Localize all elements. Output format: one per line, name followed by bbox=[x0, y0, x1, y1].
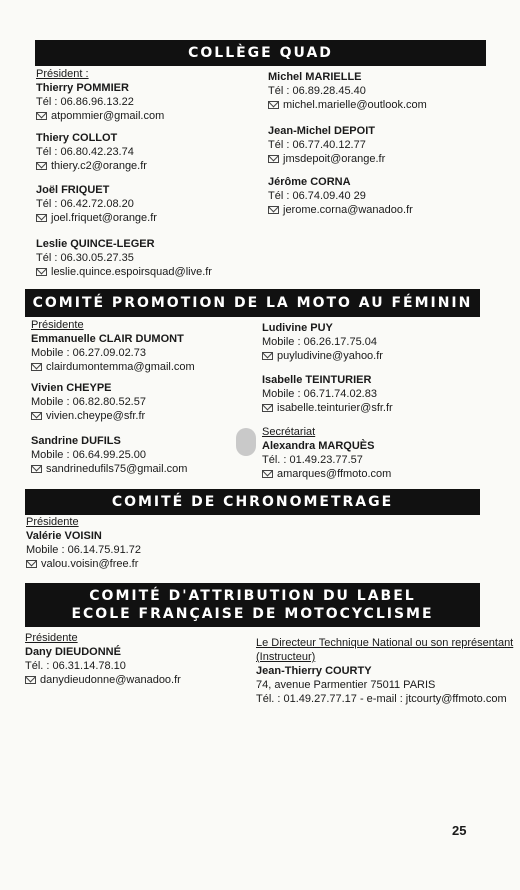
contact-email[interactable]: jmsdepoit@orange.fr bbox=[283, 153, 386, 165]
role-label: Présidente bbox=[26, 516, 79, 528]
contact-name: Dany DIEUDONNÉ bbox=[25, 646, 121, 658]
contact-email[interactable]: amarques@ffmoto.com bbox=[277, 468, 392, 480]
section-title-feminin: COMITÉ PROMOTION DE LA MOTO AU FÉMININ bbox=[25, 289, 480, 317]
contact-name: Leslie QUINCE-LEGER bbox=[36, 238, 155, 250]
contact-dieudonne bbox=[25, 631, 181, 687]
section-title-college-quad: COLLÈGE QUAD bbox=[35, 40, 486, 66]
contact-email[interactable]: atpommier@gmail.com bbox=[51, 110, 165, 122]
contact-phone: Mobile : 06.14.75.91.72 bbox=[26, 544, 141, 556]
envelope-icon bbox=[262, 470, 273, 478]
envelope-icon bbox=[268, 101, 279, 109]
contact-email-row bbox=[262, 401, 393, 415]
contact-phone: Tél : 06.30.05.27.35 bbox=[36, 252, 134, 264]
contact-name: Alexandra MARQUÈS bbox=[262, 440, 375, 452]
contact-friquet bbox=[36, 183, 157, 225]
contact-collot bbox=[36, 131, 147, 173]
contact-name: Joël FRIQUET bbox=[36, 184, 110, 196]
contact-phone: Tél. : 06.31.14.78.10 bbox=[25, 660, 126, 672]
envelope-icon bbox=[268, 155, 279, 163]
contact-email-row bbox=[268, 98, 427, 112]
contact-quince-leger bbox=[36, 237, 212, 279]
contact-email[interactable]: sandrinedufils75@gmail.com bbox=[46, 463, 188, 475]
section-title-label bbox=[25, 583, 480, 627]
contact-email[interactable]: valou.voisin@free.fr bbox=[41, 558, 139, 570]
role-label: Présidente bbox=[31, 319, 84, 331]
contact-email-row bbox=[262, 349, 383, 363]
contact-email[interactable]: vivien.cheype@sfr.fr bbox=[46, 410, 146, 422]
contact-email[interactable]: isabelle.teinturier@sfr.fr bbox=[277, 402, 393, 414]
contact-email[interactable]: thiery.c2@orange.fr bbox=[51, 160, 147, 172]
contact-name: Isabelle TEINTURIER bbox=[262, 374, 372, 386]
contact-name: Sandrine DUFILS bbox=[31, 435, 121, 447]
contact-email[interactable]: puyludivine@yahoo.fr bbox=[277, 350, 383, 362]
contact-phone: Mobile : 06.82.80.52.57 bbox=[31, 396, 146, 408]
contact-email-row bbox=[31, 409, 146, 423]
contact-depoit bbox=[268, 124, 385, 166]
contact-name: Thiery COLLOT bbox=[36, 132, 118, 144]
contact-name: Ludivine PUY bbox=[262, 322, 333, 334]
envelope-icon bbox=[25, 676, 36, 684]
photo-thumbnail bbox=[236, 428, 256, 456]
contact-email[interactable]: leslie.quince.espoirsquad@live.fr bbox=[51, 266, 212, 278]
envelope-icon bbox=[31, 465, 42, 473]
contact-dufils bbox=[31, 434, 187, 476]
envelope-icon bbox=[26, 560, 37, 568]
contact-phone-email: Tél. : 01.49.27.77.17 - e-mail : jtcourty@ffmoto.com bbox=[256, 693, 507, 705]
contact-name: Jean-Thierry COURTY bbox=[256, 665, 372, 677]
section-title-chrono: COMITÉ DE CHRONOMETRAGE bbox=[25, 489, 480, 515]
contact-address: 74, avenue Parmentier 75011 PARIS bbox=[256, 679, 436, 691]
envelope-icon bbox=[262, 404, 273, 412]
contact-email-row bbox=[36, 159, 147, 173]
contact-email[interactable]: jerome.corna@wanadoo.fr bbox=[283, 204, 413, 216]
contact-name: Vivien CHEYPE bbox=[31, 382, 112, 394]
contact-voisin bbox=[26, 515, 141, 571]
contact-name: Thierry POMMIER bbox=[36, 82, 129, 94]
role-label: Président : bbox=[36, 68, 89, 80]
contact-phone: Mobile : 06.26.17.75.04 bbox=[262, 336, 377, 348]
contact-name: Emmanuelle CLAIR DUMONT bbox=[31, 333, 184, 345]
contact-marques bbox=[262, 425, 391, 481]
contact-email[interactable]: clairdumontemma@gmail.com bbox=[46, 361, 195, 373]
contact-email-row bbox=[268, 203, 413, 217]
contact-phone: Tél. : 01.49.23.77.57 bbox=[262, 454, 363, 466]
envelope-icon bbox=[31, 363, 42, 371]
contact-email[interactable]: joel.friquet@orange.fr bbox=[51, 212, 157, 224]
envelope-icon bbox=[36, 162, 47, 170]
contact-name: Michel MARIELLE bbox=[268, 71, 362, 83]
page-number: 25 bbox=[452, 823, 467, 838]
contact-phone: Mobile : 06.71.74.02.83 bbox=[262, 388, 377, 400]
contact-email-row bbox=[26, 557, 141, 571]
contact-phone: Tél : 06.80.42.23.74 bbox=[36, 146, 134, 158]
contact-email[interactable]: danydieudonne@wanadoo.fr bbox=[40, 674, 181, 686]
contact-email[interactable]: michel.marielle@outlook.com bbox=[283, 99, 427, 111]
contact-marielle bbox=[268, 70, 427, 112]
envelope-icon bbox=[36, 214, 47, 222]
section-title-line-1: COMITÉ D'ATTRIBUTION DU LABEL bbox=[89, 588, 416, 604]
contact-name: Jérôme CORNA bbox=[268, 176, 351, 188]
contact-phone: Tél : 06.89.28.45.40 bbox=[268, 85, 366, 97]
contact-name: Jean-Michel DEPOIT bbox=[268, 125, 375, 137]
envelope-icon bbox=[36, 112, 47, 120]
envelope-icon bbox=[268, 206, 279, 214]
role-label: Secrétariat bbox=[262, 426, 316, 438]
contact-phone: Mobile : 06.64.99.25.00 bbox=[31, 449, 146, 461]
contact-courty bbox=[256, 636, 513, 706]
section-title-line-2: ECOLE FRANÇAISE DE MOTOCYCLISME bbox=[71, 606, 434, 622]
contact-email-row bbox=[31, 360, 195, 374]
role-label: Présidente bbox=[25, 632, 78, 644]
contact-phone: Tél : 06.74.09.40 29 bbox=[268, 190, 366, 202]
role-label: Le Directeur Technique National ou son représentant bbox=[256, 637, 514, 649]
contact-email-row bbox=[262, 467, 391, 481]
contact-teinturier bbox=[262, 373, 393, 415]
contact-email-row bbox=[25, 673, 181, 687]
envelope-icon bbox=[262, 352, 273, 360]
contact-puy bbox=[262, 321, 383, 363]
contact-phone: Tél : 06.86.96.13.22 bbox=[36, 96, 134, 108]
role-label-sub: (Instructeur) bbox=[256, 651, 316, 663]
contact-email-row bbox=[36, 109, 164, 123]
contact-email-row bbox=[31, 462, 187, 476]
contact-phone: Tél : 06.77.40.12.77 bbox=[268, 139, 366, 151]
contact-cheype bbox=[31, 381, 146, 423]
contact-pommier bbox=[36, 67, 164, 123]
contact-email-row bbox=[36, 211, 157, 225]
envelope-icon bbox=[36, 268, 47, 276]
envelope-icon bbox=[31, 412, 42, 420]
contact-clair-dumont bbox=[31, 318, 195, 374]
contact-phone: Tél : 06.42.72.08.20 bbox=[36, 198, 134, 210]
contact-phone: Mobile : 06.27.09.02.73 bbox=[31, 347, 146, 359]
contact-name: Valérie VOISIN bbox=[26, 530, 102, 542]
contact-email-row bbox=[36, 265, 212, 279]
contact-corna bbox=[268, 175, 413, 217]
contact-email-row bbox=[268, 152, 385, 166]
